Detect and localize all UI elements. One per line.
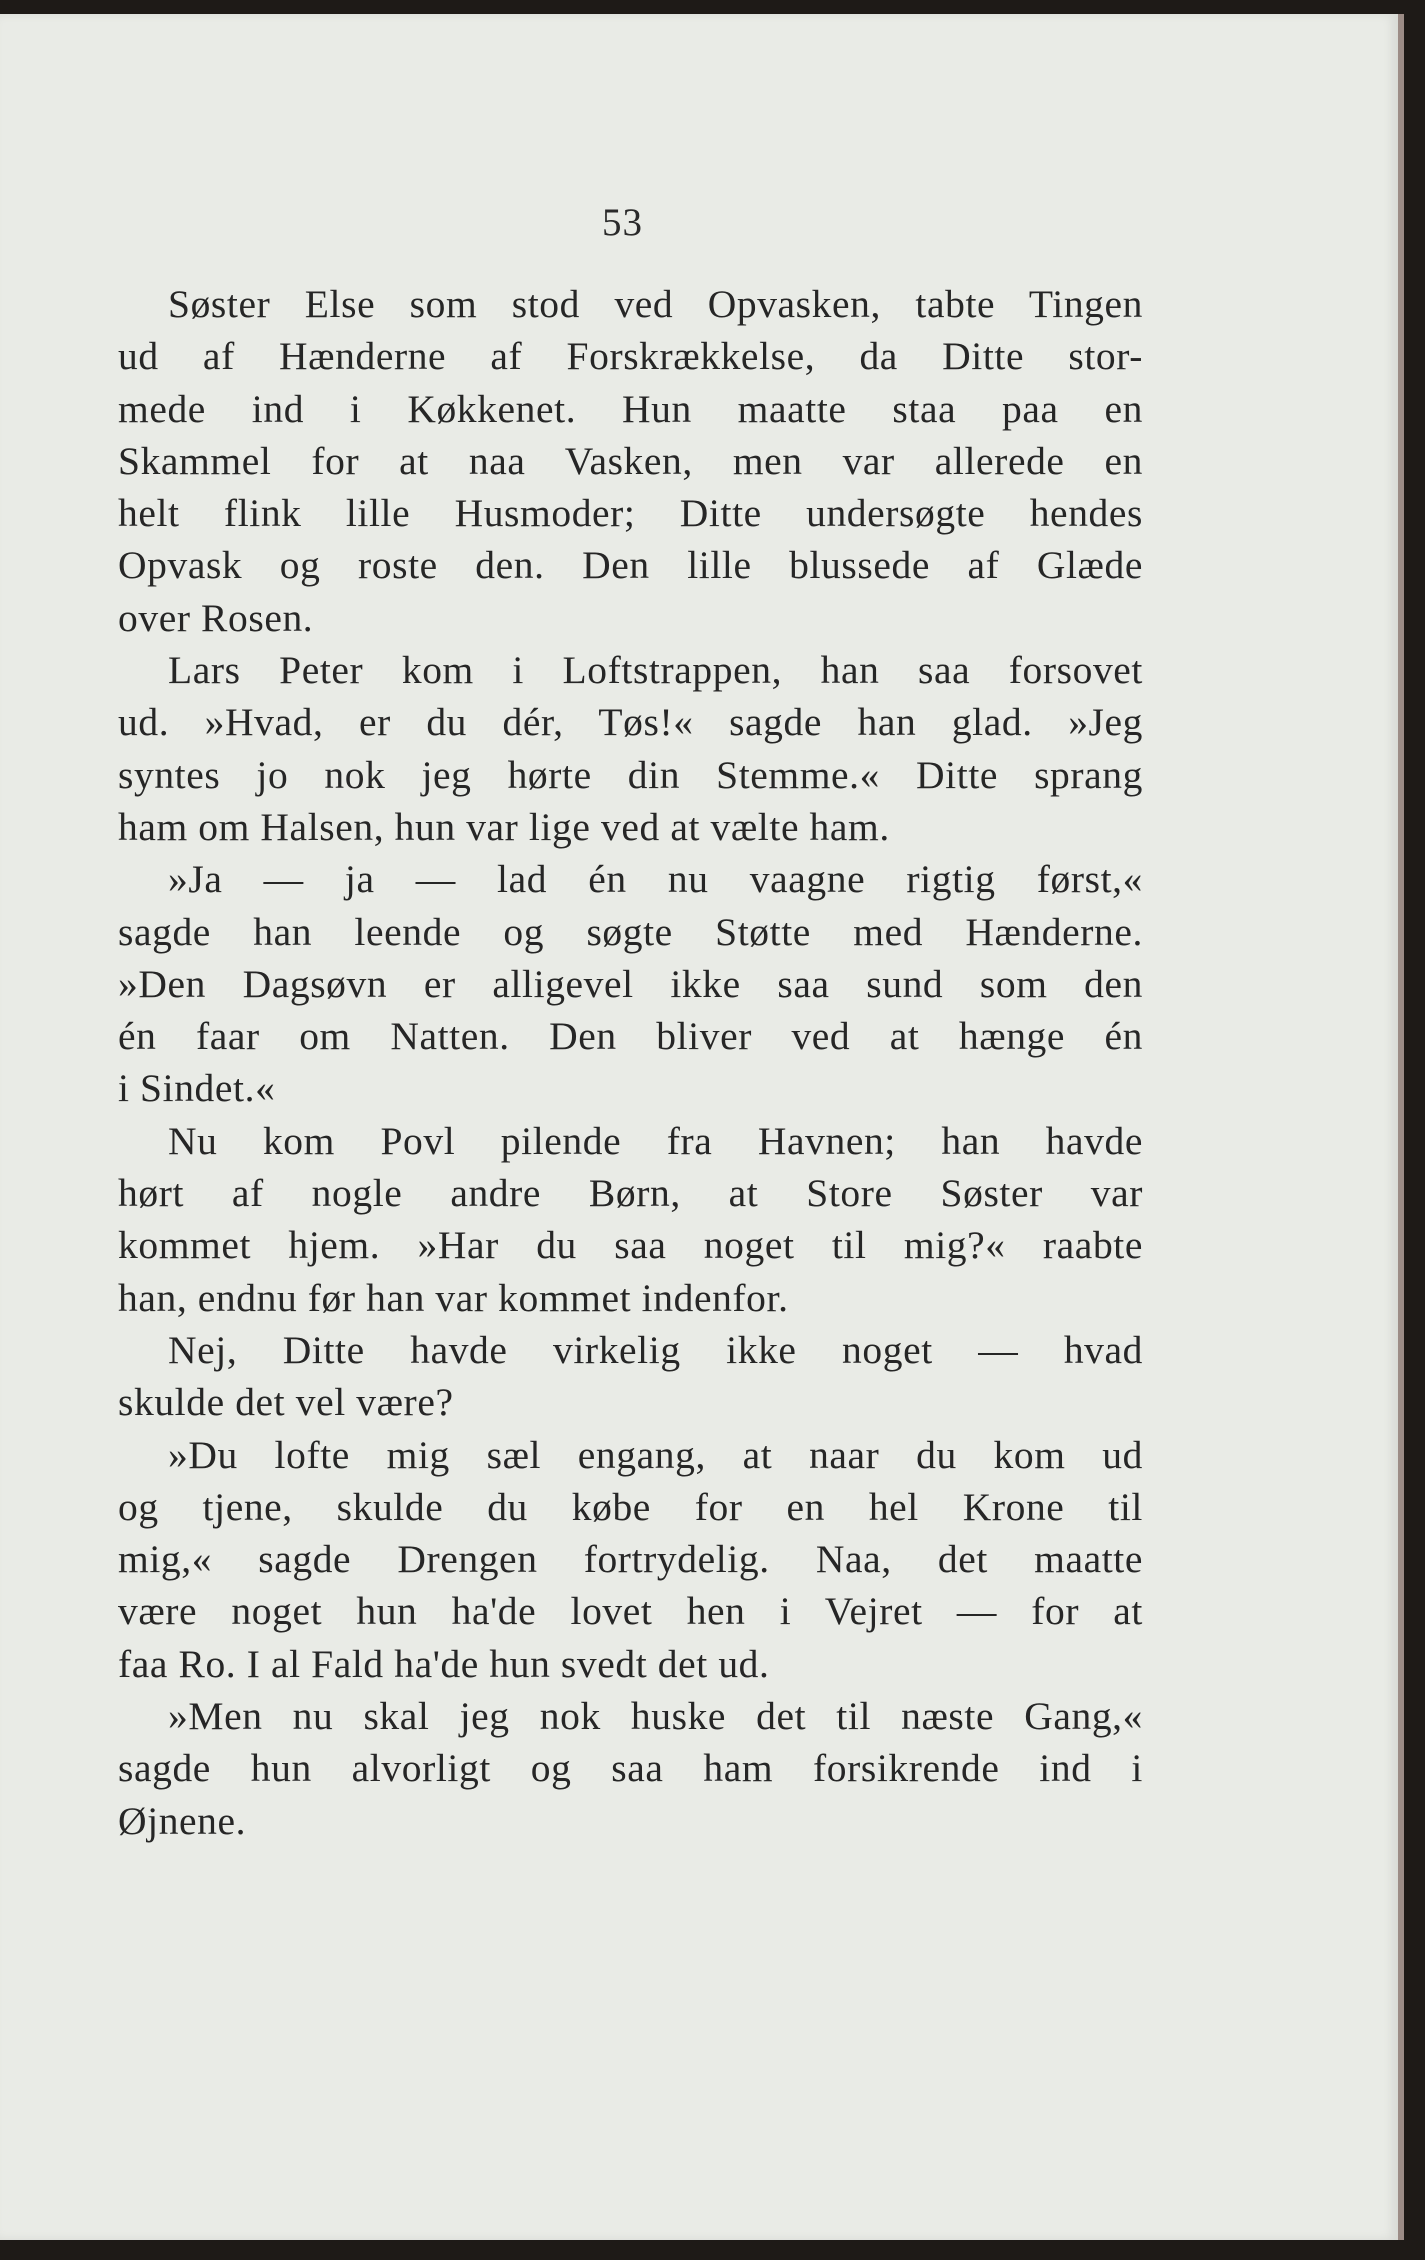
text-line: kommet hjem. »Har du saa noget til mig?« raabte <box>118 1223 1143 1268</box>
text-line: sagde hun alvorligt og saa ham forsikrende ind i <box>118 1746 1143 1791</box>
text-line: »Ja — ja — lad én nu vaagne rigtig først,« <box>168 857 1143 902</box>
text-line: »Men nu skal jeg nok huske det til næste Gang,« <box>168 1694 1143 1739</box>
text-line: over Rosen. <box>118 595 314 640</box>
text-line: Skammel for at naa Vasken, men var allerede en <box>118 438 1143 483</box>
text-line: syntes jo nok jeg hørte din Stemme.« Ditte sprang <box>118 752 1143 797</box>
text-line: »Den Dagsøvn er alligevel ikke saa sund som den <box>118 961 1143 1006</box>
page-number: 53 <box>602 201 643 244</box>
text-line: hørt af nogle andre Børn, at Store Søster var <box>118 1171 1143 1216</box>
text-line: være noget hun ha'de lovet hen i Vejret — for at <box>118 1589 1143 1634</box>
text-line: han, endnu før han var kommet indenfor. <box>118 1275 789 1320</box>
text-line: Nej, Ditte havde virkelig ikke noget — hvad <box>168 1327 1143 1372</box>
text-line: mede ind i Køkkenet. Hun maatte staa paa en <box>118 386 1143 431</box>
text-line: én faar om Natten. Den bliver ved at hænge én <box>118 1014 1143 1059</box>
page-edge <box>1398 14 1404 2240</box>
text-line: Lars Peter kom i Loftstrappen, han saa forsovet <box>168 648 1143 693</box>
body-text <box>118 278 1143 1847</box>
text-line: mig,« sagde Drengen fortrydelig. Naa, det maatte <box>118 1537 1143 1582</box>
text-line: ud af Hænderne af Forskrækkelse, da Ditte stor- <box>118 334 1143 379</box>
text-line: skulde det vel være? <box>118 1380 454 1425</box>
text-line: i Sindet.« <box>118 1066 276 1111</box>
text-line: sagde han leende og søgte Støtte med Hænderne. <box>118 909 1143 954</box>
text-line: ham om Halsen, hun var lige ved at vælte ham. <box>118 804 890 849</box>
text-line: ud. »Hvad, er du dér, Tøs!« sagde han glad. »Jeg <box>118 700 1143 745</box>
text-line: Øjnene. <box>118 1798 247 1843</box>
text-line: Søster Else som stod ved Opvasken, tabte Tingen <box>168 282 1143 326</box>
text-line: og tjene, skulde du købe for en hel Krone til <box>118 1484 1143 1529</box>
text-line: »Du lofte mig sæl engang, at naar du kom ud <box>168 1432 1143 1477</box>
text-line: faa Ro. I al Fald ha'de hun svedt det ud. <box>118 1641 770 1686</box>
text-line: Nu kom Povl pilende fra Havnen; han havde <box>168 1118 1143 1163</box>
text-line: Opvask og roste den. Den lille blussede af Glæde <box>118 543 1143 588</box>
text-line: helt flink lille Husmoder; Ditte undersøgte hendes <box>118 491 1143 536</box>
